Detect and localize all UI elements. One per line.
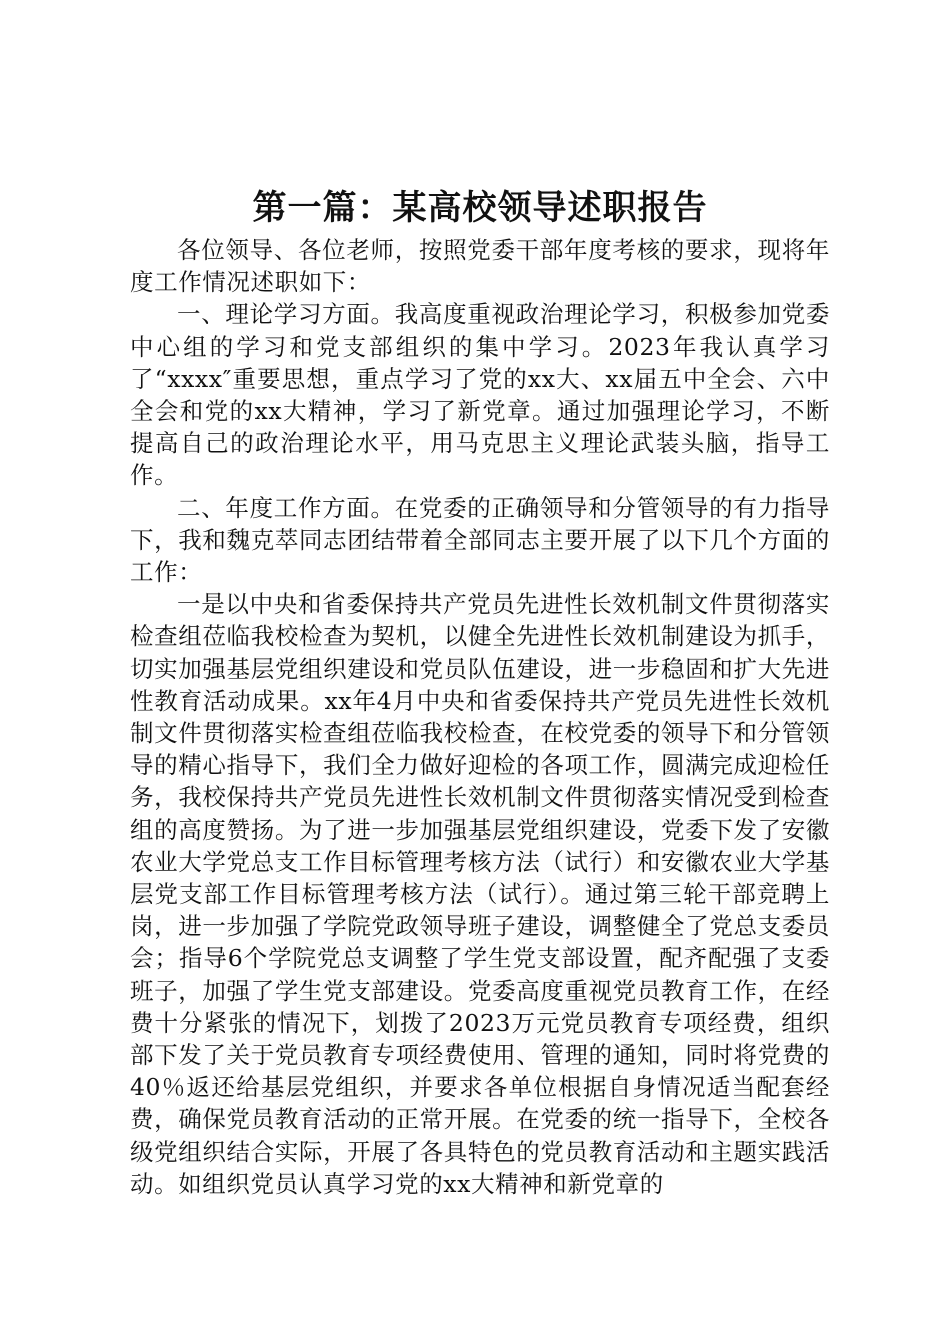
paragraph-item-one: 一是以中央和省委保持共产党员先进性长效机制文件贯彻落实检查组莅临我校检查为契机，以健全先进性长效机制建设为抓手，切实加强基层党组织建设和党员队伍建设，进一步稳固和扩大先进性教育活动成果。xx年4月中央和省委保持共产党员先进性长效机制文件贯彻落实检查组莅临我校检查，在校党委的领导下和分管领导的精心指导下，我们全力做好迎检的各项工作，圆满完成迎检任务，我校保持共产党员先进性长效机制文件贯彻落实情况受到检查组的高度赞扬。为了进一步加强基层党组织建设，党委下发了安徽农业大学党总支工作目标管理考核方法（试行）和安徽农业大学基层党支部工作目标管理考核方法（试行）。通过第三轮干部竞聘上岗，进一步加强了学院党政领导班子建设，调整健全了党总支委员会；指导6个学院党总支调整了学生党支部设置，配齐配强了支委班子，加强了学生党支部建设。党委高度重视党员教育工作，在经费十分紧张的情况下，划拨了2023万元党员教育专项经费，组织部下发了关于党员教育专项经费使用、管理的通知，同时将党费的40％返还给基层党组织，并要求各单位根据自身情况适当配套经费，确保党员教育活动的正常开展。在党委的统一指导下，全校各级党组织结合实际，开展了各具特色的党员教育活动和主题实践活动。如组织党员认真学习党的xx大精神和新党章的 <box>130 590 830 1198</box>
document-page <box>130 186 830 1200</box>
document-title: 第一篇：某高校领导述职报告 <box>252 188 708 228</box>
paragraph-annual-work: 二、年度工作方面。在党委的正确领导和分管领导的有力指导下，我和魏克萃同志团结带着全部同志主要开展了以下几个方面的工作： <box>130 493 830 587</box>
paragraph-theory-study: 一、理论学习方面。我高度重视政治理论学习，积极参加党委中心组的学习和党支部组织的集中学习。2023年我认真学习了“xxxx″重要思想，重点学习了党的xx大、xx届五中全会、六中全会和党的xx大精神，学习了新党章。通过加强理论学习，不断提高自己的政治理论水平，用马克思主义理论武装头脑，指导工作。 <box>130 300 830 490</box>
paragraph-greeting: 各位领导、各位老师，按照党委干部年度考核的要求，现将年度工作情况述职如下： <box>130 236 830 297</box>
